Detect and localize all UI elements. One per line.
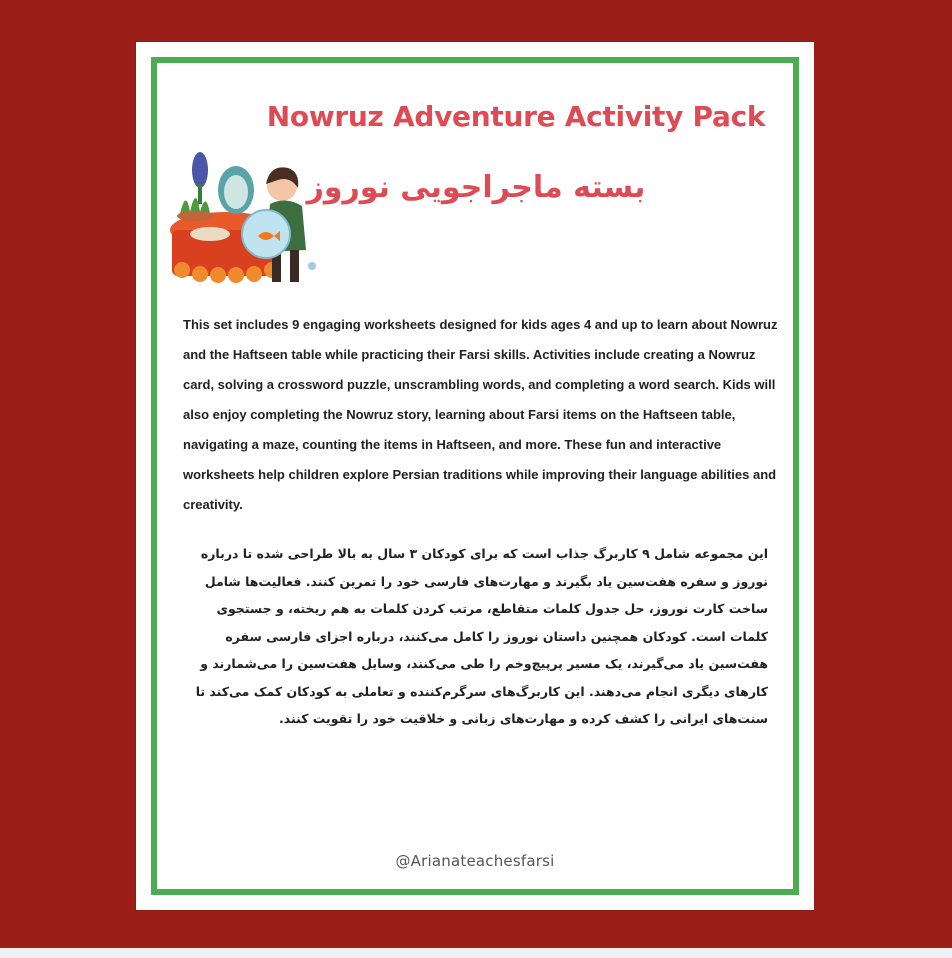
bowl-icon bbox=[190, 227, 230, 241]
title-farsi: بسته ماجراجویی نوروز bbox=[306, 170, 646, 205]
activity-pack-card bbox=[136, 42, 814, 910]
haftseen-illustration bbox=[166, 148, 336, 298]
title-english: Nowruz Adventure Activity Pack bbox=[266, 100, 766, 133]
hyacinth-icon bbox=[192, 152, 208, 188]
description-english: This set includes 9 engaging worksheets designed for kids ages 4 and up to learn about Nowruz and the Haftseen table while practicing their Farsi skills. Activities include creating a Nowruz card, solving a crossword puzzle, unscrambling words, and completing a word search. Kids will also enjoy completing the Nowruz story, learning about Farsi items on the Haftseen table, navigating a maze, counting the items in Haftseen, and more. These fun and interactive worksheets help children explore Persian traditions while improving their language abilities and creativity. bbox=[183, 317, 778, 512]
social-handle: @Arianateachesfarsi bbox=[395, 852, 555, 870]
description-farsi: این مجموعه شامل ۹ کاربرگ جذاب است که برای کودکان ۳ سال به بالا طراحی شده تا درباره نوروز و سفره هفت‌سین یاد بگیرند و مهارت‌های فارسی خود را تمرین کنند. فعالیت‌ها شامل ساخت کارت نوروز، حل جدول کلمات متقاطع، مرتب کردن کلمات به هم ریخته، و جستجوی کلمات است. کودکان همچنین داستان نوروز را کامل می‌کنند، درباره اجزای فارسی سفره هفت‌سین یاد می‌گیرند، یک مسیر پرپیچ‌وخم را طی می‌کنند، وسایل هفت‌سین را می‌شمارند و کارهای دیگری انجام می‌دهند. این کاربرگ‌های سرگرم‌کننده و تعاملی به کودکان کمک می‌کند تا سنت‌های ایرانی را کشف کرده و مهارت‌های زبانی و خلاقیت خود را تقویت کنند. bbox=[195, 546, 768, 726]
